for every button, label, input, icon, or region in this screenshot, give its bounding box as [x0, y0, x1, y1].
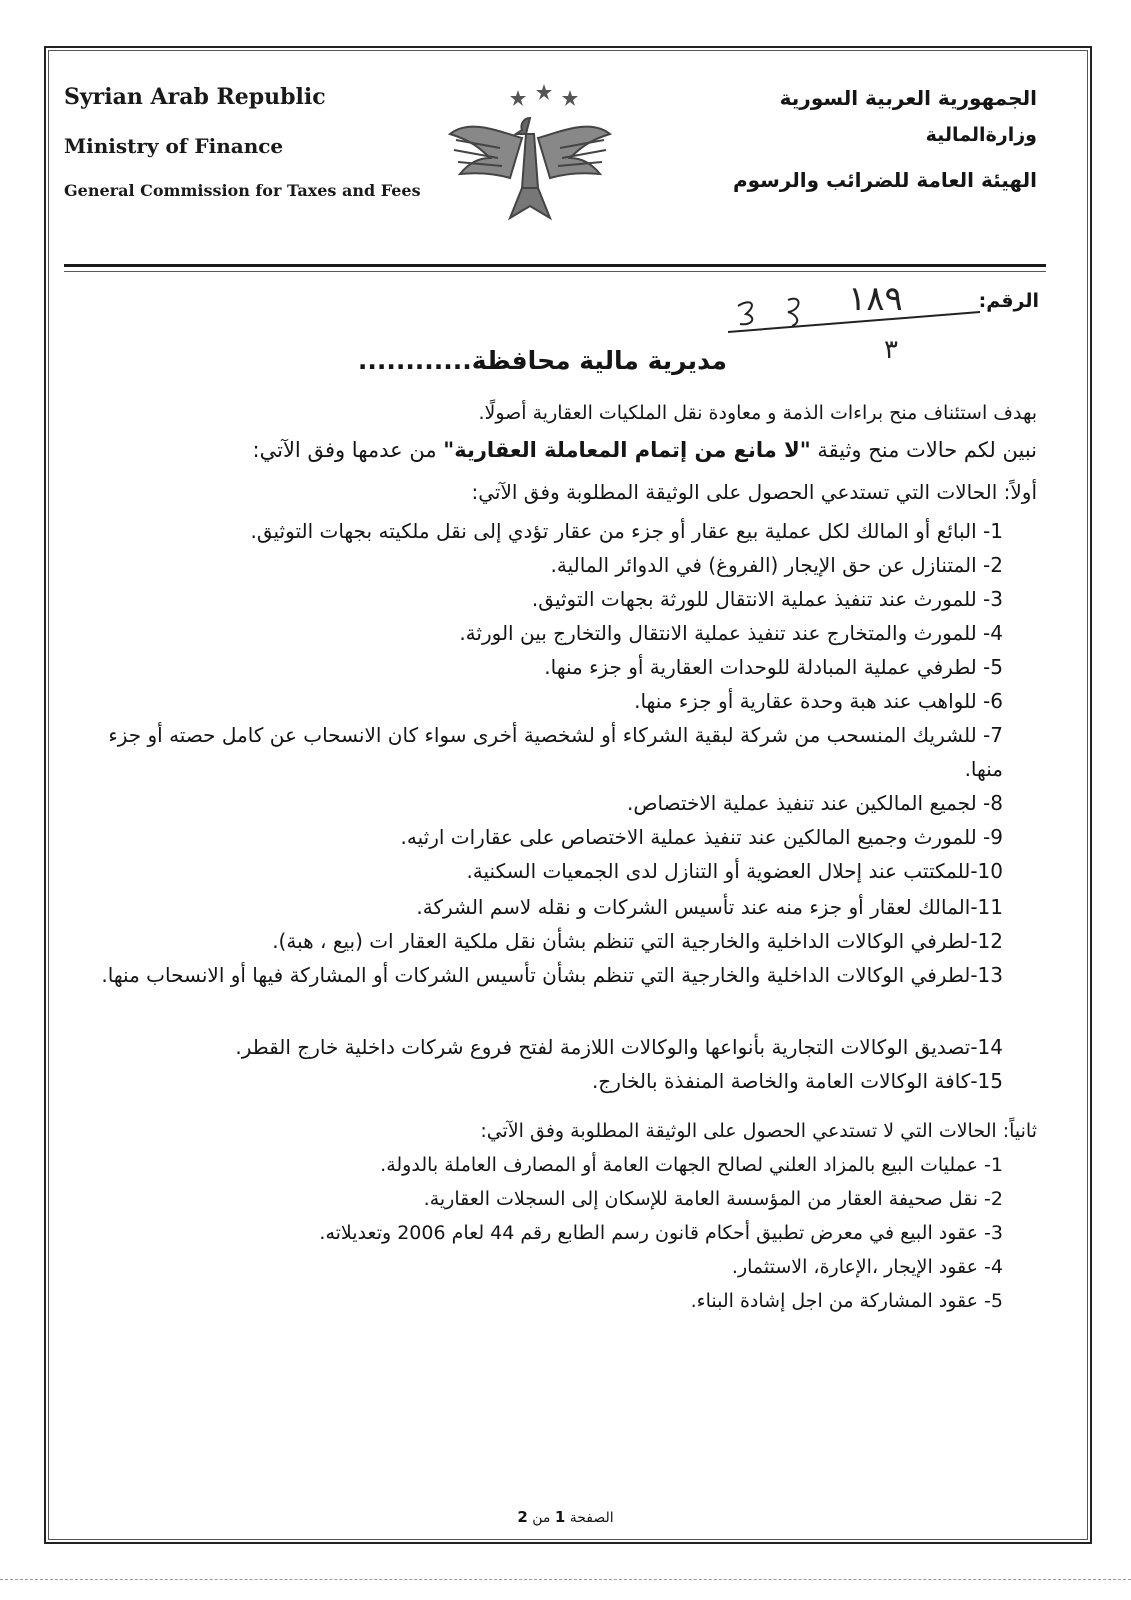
section1-item: 7- للشريك المنسحب من شركة لبقية الشركاء أو لشخصية أخرى سواء كان الانسحاب عن كامل حصته أو جزء منها.	[108, 723, 1003, 781]
section2-item: 4- عقود الإيجار ،الإعارة، الاستثمار.	[731, 1256, 1003, 1278]
intro2-after: من عدمها وفق الآتي:	[252, 438, 444, 462]
header-commission-en: General Commission for Taxes and Fees	[64, 181, 421, 200]
section1-item: 1- البائع أو المالك لكل عملية بيع عقار أو جزء من عقار تؤدي إلى نقل ملكيته بجهات التوثيق.	[250, 519, 1003, 543]
section1-item: 3- للمورث عند تنفيذ عملية الانتقال للورثة بجهات التوثيق.	[531, 587, 1003, 611]
section1-item: 15-كافة الوكالات العامة والخاصة المنفذة بالخارج.	[591, 1069, 1003, 1093]
footer-page: 1	[554, 1508, 566, 1526]
scan-edge-line	[0, 1579, 1131, 1580]
header-commission-ar: الهيئة العامة للضرائب والرسوم	[732, 168, 1037, 192]
header-country-en: Syrian Arab Republic	[64, 84, 326, 110]
section1-item: 4- للمورث والمتخارج عند تنفيذ عملية الانتقال والتخارج بين الورثة.	[459, 621, 1003, 645]
section1-item: 8- لجميع المالكين عند تنفيذ عملية الاختصاص.	[627, 791, 1003, 815]
header-ministry-ar: وزارةالمالية	[925, 124, 1037, 146]
footer-total: 2	[517, 1508, 528, 1526]
reference-label: الرقم:	[978, 290, 1039, 312]
section1-item: 6- للواهب عند هبة وحدة عقارية أو جزء منها.	[634, 689, 1003, 713]
section1-heading: أولاً: الحالات التي تستدعي الحصول على الوثيقة المطلوبة وفق الآتي:	[471, 480, 1037, 504]
intro2-before: نبين لكم حالات منح وثيقة	[810, 438, 1037, 462]
page-number-footer	[0, 1508, 1131, 1526]
footer-prefix: الصفحة	[569, 1510, 614, 1526]
header-divider	[64, 264, 1046, 267]
intro2-bold: "لا مانع من إتمام المعاملة العقارية"	[443, 438, 811, 462]
handwritten-sub: ٣	[884, 335, 898, 365]
section2-item: 5- عقود المشاركة من اجل إشادة البناء.	[690, 1290, 1003, 1312]
handwritten-reference-number	[718, 270, 1038, 370]
header-country-ar: الجمهورية العربية السورية	[779, 86, 1037, 110]
section2-item: 1- عمليات البيع بالمزاد العلني لصالح الجهات العامة أو المصارف العاملة بالدولة.	[380, 1154, 1003, 1176]
intro-paragraph-2	[253, 438, 1037, 462]
handwritten-suffix: ص ع	[728, 298, 731, 299]
section1-item: 5- لطرفي عملية المبادلة للوحدات العقارية أو جزء منها.	[544, 655, 1003, 679]
section1-item: 2- المتنازل عن حق الإيجار (الفروغ) في الدوائر المالية.	[550, 553, 1003, 577]
eagle-emblem-icon	[440, 78, 620, 238]
intro-paragraph-1: بهدف استئناف منح براءات الذمة و معاودة نقل الملكيات العقارية أصولًا.	[478, 402, 1037, 424]
header-ministry-en: Ministry of Finance	[64, 134, 284, 158]
section1-item: 11-المالك لعقار أو جزء منه عند تأسيس الشركات و نقله لاسم الشركة.	[416, 895, 1003, 919]
section1-item: 10-للمكتتب عند إحلال العضوية أو التنازل لدى الجمعيات السكنية.	[466, 859, 1003, 883]
footer-of: من	[532, 1510, 551, 1526]
section1-item: 13-لطرفي الوكالات الداخلية والخارجية التي تنظم بشأن تأسيس الشركات أو المشاركة فيها أو الانسحاب منها.	[101, 963, 1003, 987]
handwritten-number: ١٨٩	[848, 279, 903, 319]
section2-item: 3- عقود البيع في معرض تطبيق أحكام قانون رسم الطابع رقم 44 لعام 2006 وتعديلاته.	[319, 1222, 1003, 1244]
section1-item: 12-لطرفي الوكالات الداخلية والخارجية التي تنظم بشأن نقل ملكية العقار ات (بيع ، هبة).	[272, 929, 1003, 953]
page-title: مديرية مالية محافظة............	[357, 346, 727, 375]
section1-item: 14-تصديق الوكالات التجارية بأنواعها والوكالات اللازمة لفتح فروع شركات داخلية خارج القطر.	[235, 1035, 1003, 1059]
section2-item: 2- نقل صحيفة العقار من المؤسسة العامة للإسكان إلى السجلات العقارية.	[423, 1188, 1003, 1210]
section1-item: 9- للمورث وجميع المالكين عند تنفيذ عملية الاختصاص على عقارات ارثيه.	[400, 825, 1003, 849]
section2-heading: ثانياً: الحالات التي لا تستدعي الحصول على الوثيقة المطلوبة وفق الآتي:	[480, 1120, 1037, 1142]
